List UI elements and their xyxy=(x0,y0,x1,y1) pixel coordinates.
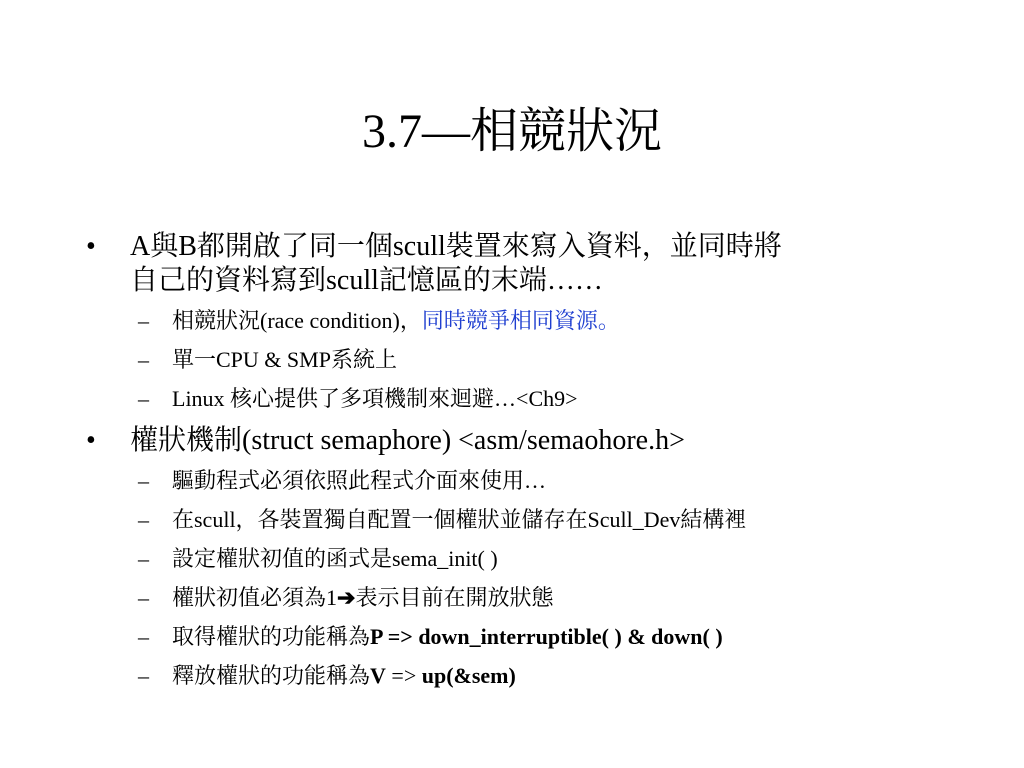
dash-icon: – xyxy=(138,546,149,571)
sub-item-plain-mid: => xyxy=(385,663,422,688)
bullet-icon: • xyxy=(86,425,96,456)
sub-item-initial-value xyxy=(130,584,966,612)
bullet-icon: • xyxy=(86,231,96,262)
sub-item-text-before: 取得權狀的功能稱為 xyxy=(172,624,371,649)
sub-item-text: 驅動程式必須依照此程式介面來使用… xyxy=(172,468,547,493)
bullet-item-1 xyxy=(86,230,966,298)
dash-icon: – xyxy=(138,624,149,649)
sub-item-driver-interface xyxy=(130,467,966,495)
sub-item-bold: P => down_interruptible( ) & down( ) xyxy=(370,624,723,649)
sub-item-sema-init xyxy=(130,545,966,573)
bullet-1-line-2: 自己的資料寫到scull記憶區的末端…… xyxy=(130,265,603,296)
sub-item-highlight: 同時競爭相同資源。 xyxy=(421,308,620,333)
sub-item-release xyxy=(130,662,966,690)
slide-title: 3.7—相競狀況 xyxy=(361,105,662,158)
sub-item-text: Linux 核心提供了多項機制來迴避…<Ch9> xyxy=(172,386,578,411)
sub-item-text-before: 釋放權狀的功能稱為 xyxy=(172,663,371,688)
dash-icon: – xyxy=(138,308,149,333)
bullet-item-2 xyxy=(86,424,966,458)
bullet-2-text: 權狀機制(struct semaphore) <asm/semaohore.h> xyxy=(130,425,685,456)
sub-item-bold-v: V xyxy=(370,663,386,688)
sub-item-acquire xyxy=(130,623,966,651)
sub-item-text-after: 表示目前在開放狀態 xyxy=(355,585,554,610)
sub-item-scull-semaphore xyxy=(130,506,966,534)
dash-icon: – xyxy=(138,585,149,610)
dash-icon: – xyxy=(138,386,149,411)
dash-icon: – xyxy=(138,663,149,688)
sub-item-cpu-smp xyxy=(130,346,966,374)
bullet-group-2 xyxy=(86,424,966,690)
right-arrow-icon: ➔ xyxy=(337,585,356,610)
sub-item-race-condition xyxy=(130,307,966,335)
sub-item-text: 在scull，各裝置獨自配置一個權狀並儲存在Scull_Dev結構裡 xyxy=(172,507,747,532)
slide-content xyxy=(86,230,966,701)
sub-item-text: 相競狀況(race condition)， xyxy=(172,308,422,333)
sub-item-bold-up: up(&sem) xyxy=(421,663,516,688)
bullet-1-line-1: A與B都開啟了同一個scull裝置來寫入資料，並同時將 xyxy=(130,231,782,262)
sub-item-text: 單一CPU & SMP系統上 xyxy=(172,347,397,372)
sub-item-linux-mechanisms xyxy=(130,385,966,413)
dash-icon: – xyxy=(138,468,149,493)
bullet-group-1 xyxy=(86,230,966,413)
dash-icon: – xyxy=(138,347,149,372)
sub-item-text: 設定權狀初值的函式是sema_init( ) xyxy=(172,546,498,571)
dash-icon: – xyxy=(138,507,149,532)
sub-item-text-before: 權狀初值必須為1 xyxy=(172,585,338,610)
